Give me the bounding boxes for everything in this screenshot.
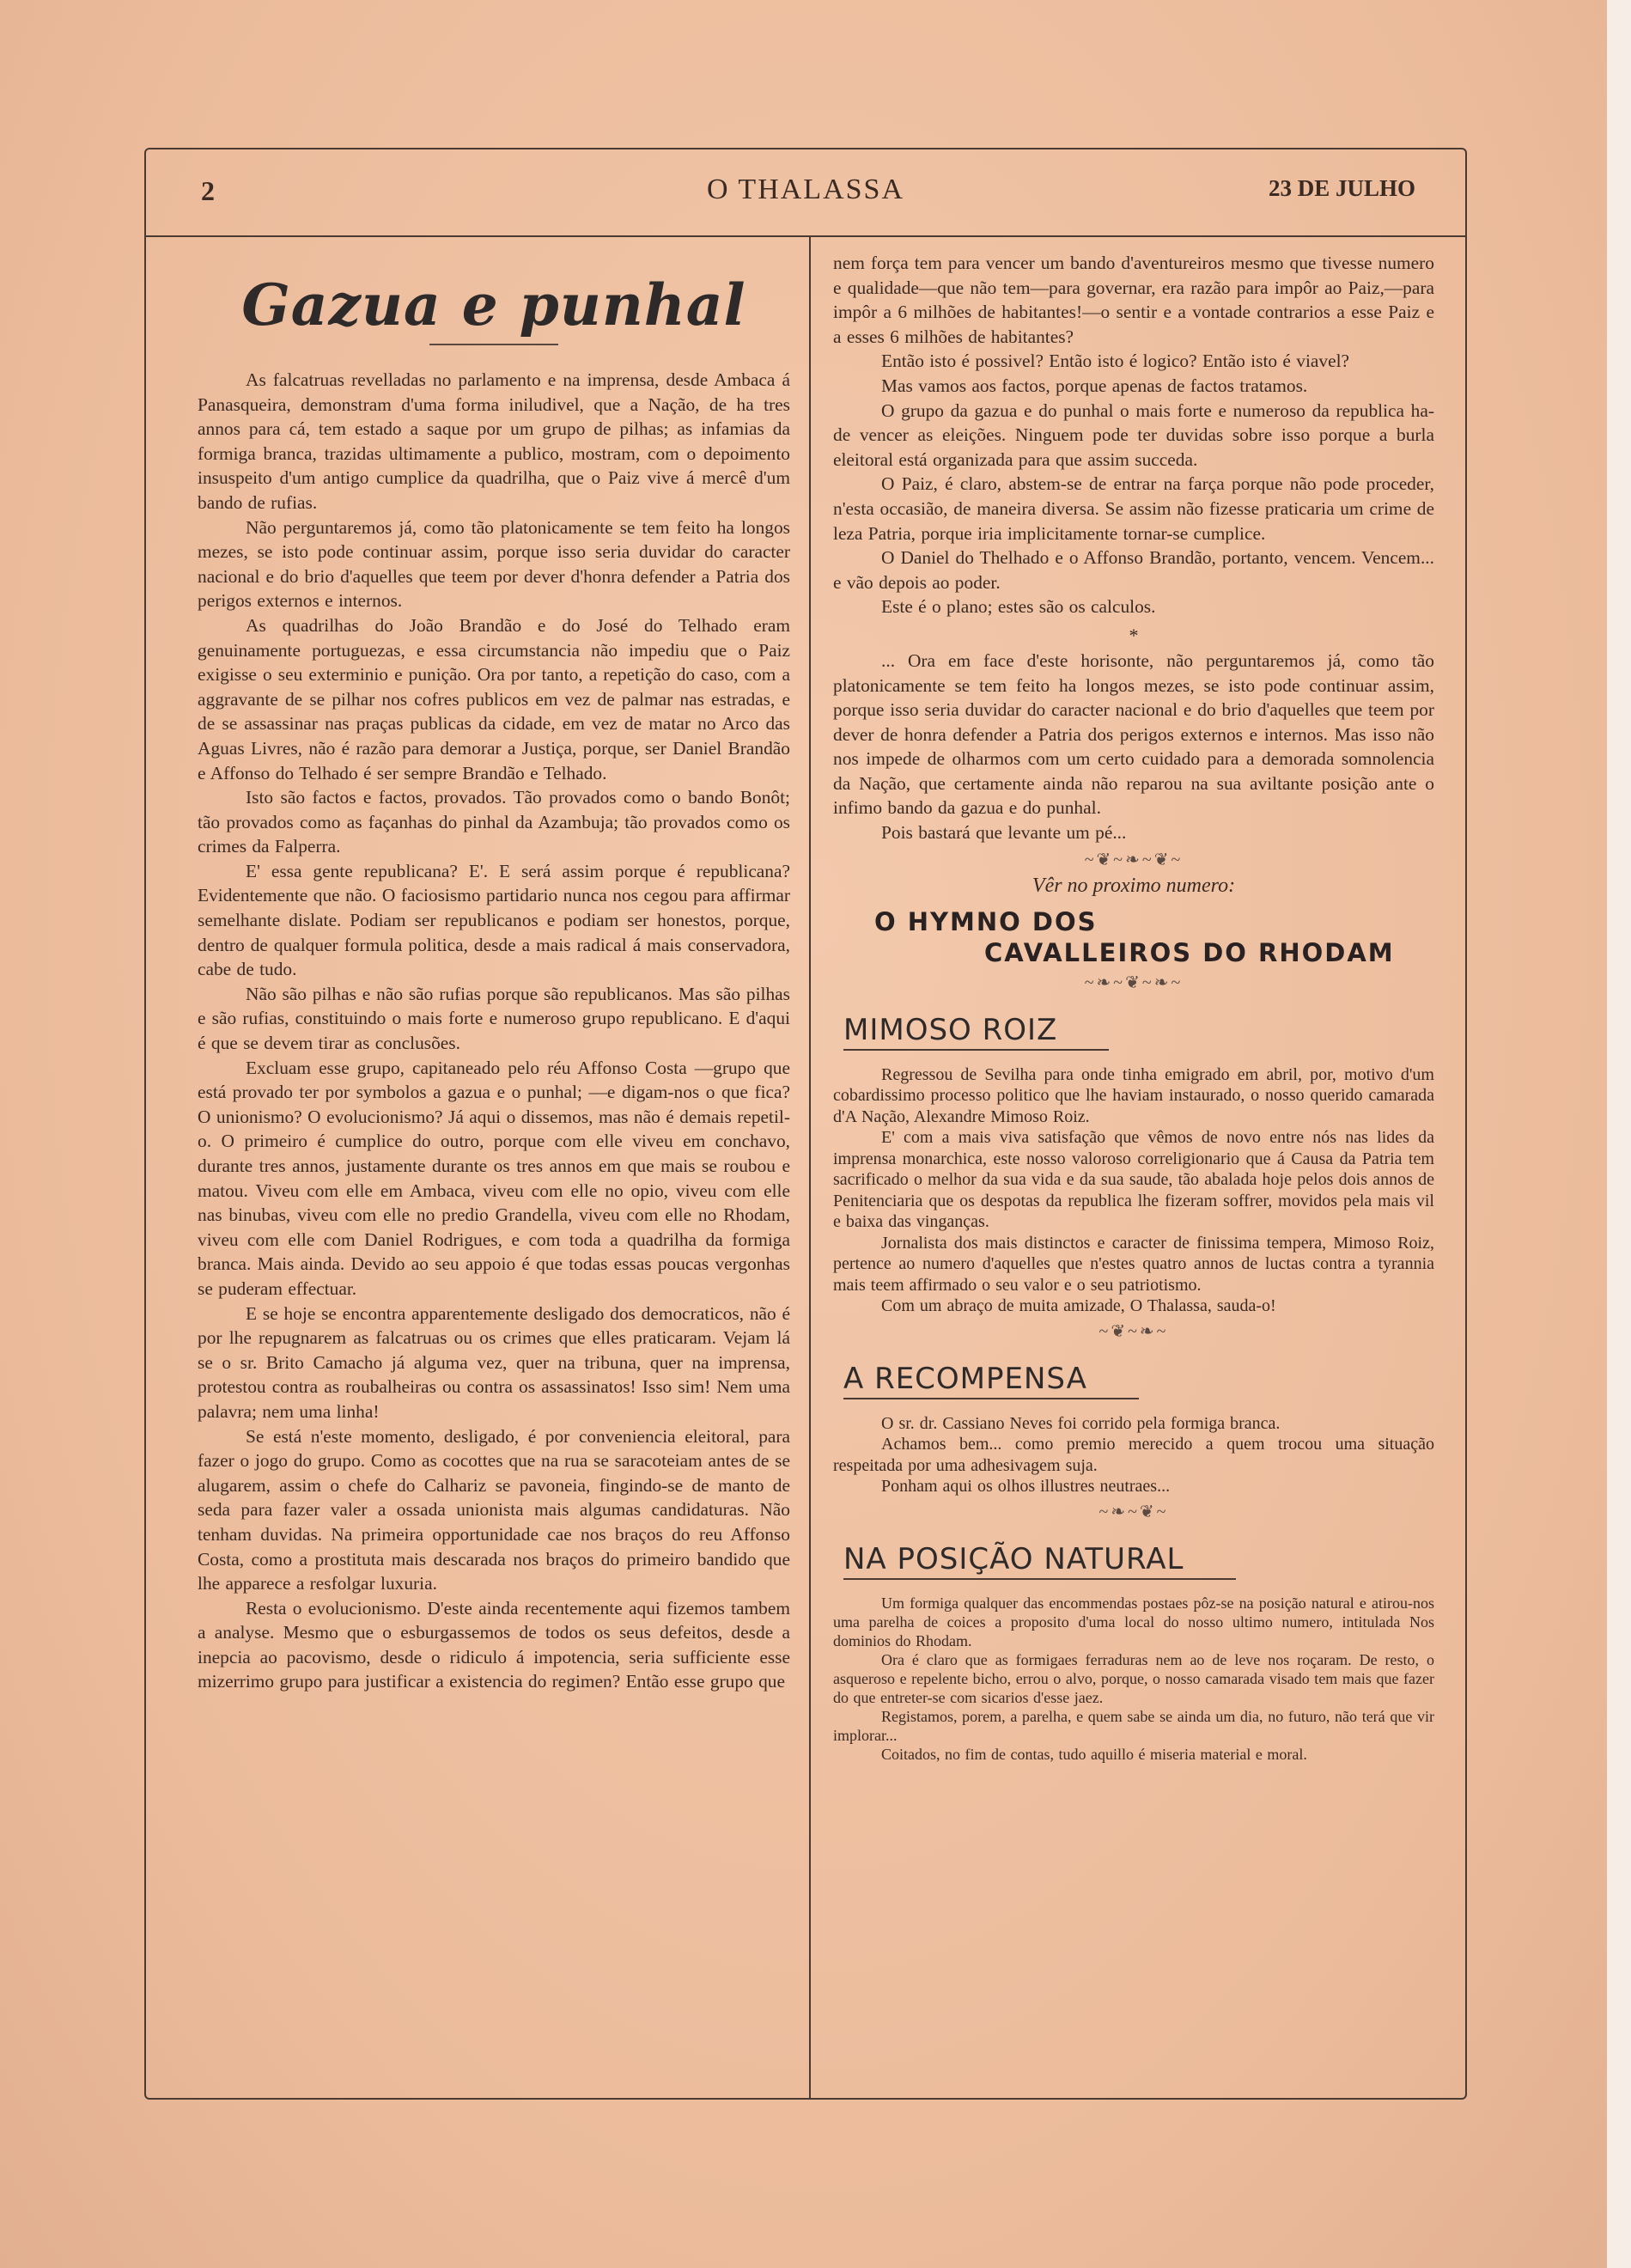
issue-date: 23 DE JULHO: [1268, 175, 1415, 201]
section-paragraph: Achamos bem... como premio merecido a quem trocou uma situação respeitada por uma adhesivagem suja.: [833, 1435, 1434, 1475]
ornament-divider: ~❧~❦~: [1098, 1502, 1169, 1521]
title-rule: [429, 344, 558, 345]
article-paragraph: Se está n'este momento, desligado, é por conveniencia eleitoral, para fazer o jogo do grupo. Como as cocottes que na rua se saracoteiam antes de se alugarem, assim o chefe do Calhariz se pavoneia, fingindo-se de manto de seda para fazer valer a ossada unionista mais algumas candidaturas. Não tenham duvidas. Na primeira opportunidade cae nos braços do reu Affonso Costa, como a prostituta mais descarada nos braços do primeiro bandido que lhe apparece a resfolgar luxuria.: [198, 1425, 790, 1594]
section-paragraph: Com um abraço de muita amizade, O Thalassa, sauda-o!: [881, 1296, 1276, 1316]
article-paragraph: Não perguntaremos já, como tão platonicamente se tem feito ha longos mezes, se isto pode continuar assim, porque isso seria duvidar do caracter nacional e do brio d'aquelles que teem por dever d'honra defender a Patria dos perigos externos e internos.: [198, 516, 790, 612]
section-paragraph: Registamos, porem, a parelha, e quem sabe se ainda um dia, no futuro, não terá que vir implorar...: [833, 1707, 1434, 1744]
left-column: [198, 251, 790, 1694]
article-paragraph: O Paiz, é claro, abstem-se de entrar na farça porque não pode proceder, n'esta occasião, de maneira diversa. Se assim não fizesse praticaria um crime de leza Patria, porque iria implicitamente tornar-se cumplice.: [833, 473, 1434, 544]
article-paragraph: E se hoje se encontra apparentemente desligado dos democraticos, não é por lhe repugnarem as falcatruas ou os crimes que elles praticaram. Vejam lá se o sr. Brito Camacho já alguma vez, quer na tribuna, quer na imprensa, protestou contra as roubalheiras ou contra os assassinatos! Isso sim! Nem uma palavra; nem uma linha!: [198, 1302, 790, 1422]
page-frame: [144, 148, 1467, 2100]
article-paragraph: O Daniel do Thelhado e o Affonso Brandão, portanto, vencem. Vencem... e vão depois ao poder.: [833, 547, 1434, 593]
ornament-divider: ~❦~❧~❦~: [1084, 850, 1184, 869]
section-paragraph: O sr. dr. Cassiano Neves foi corrido pela formiga branca.: [881, 1413, 1281, 1433]
article-paragraph: nem força tem para vencer um bando d'aventureiros mesmo que tivesse numero e qualidade—que não tem—para governar, era razão para impôr ao Paiz,—para impôr a 6 milhões de habitantes!—o sentir e a vontade contrarios a esse Paiz e a esses 6 milhões de habitantes?: [833, 253, 1434, 347]
page-edge: [1607, 0, 1631, 2268]
masthead: [146, 149, 1465, 237]
article-paragraph: As quadrilhas do João Brandão e do José do Telhado eram genuinamente portuguezas, e essa circumstancia não impediu que o Paiz exigisse o seu exterminio e punição. Ora por tanto, a repetição do caso, com a aggravante de se pilhar nos cofres publicos em vez de palmar nas estradas, e de se assassinar nas praças publicas da cidade, em vez de matar no Arco das Aguas Livres, não é razão para demorar a Justiça, porque, ser Daniel Brandão e Affonso do Telhado é ser sempre Brandão e Telhado.: [198, 614, 790, 783]
article-paragraph: Pois bastará que levante um pé...: [881, 822, 1127, 844]
article-paragraph: Excluam esse grupo, capitaneado pelo réu Affonso Costa —grupo que está provado ter por symbolos a gazua e o punhal; —e digam-nos o que fica? O unionismo? O evolucionismo? Já aqui o dissemos, mas não é demais repetil-o. O primeiro é cumplice do outro, porque com elle viveu em conchavo, durante tres annos, justamente durante os tres annos em que mais se roubou e matou. Viveu com elle em Ambaca, viveu com elle no opio, viveu com elle nas binubas, viveu com elle no predio Grandella, viveu com elle no Rhodam, viveu com elle com Daniel Rodrigues, e com toda a quadrilha da formiga branca. Mais ainda. Devido ao seu appoio é que todas essas poucas vergonhas se puderam effectuar.: [198, 1057, 790, 1299]
column-divider: [809, 235, 811, 2098]
section-paragraph: Um formiga qualquer das encommendas postaes pôz-se na posição natural e atirou-nos uma parelha de coices a proposito d'uma local do nosso ultimo numero, intitulada Nos dominios do Rhodam.: [833, 1594, 1434, 1649]
article-paragraph: Este é o plano; estes são os calculos.: [881, 596, 1156, 618]
ornament-divider: ~❧~❦~❧~: [1084, 972, 1184, 992]
article-paragraph: As falcatruas revelladas no parlamento e na imprensa, desde Ambaca á Panasqueira, demonstram d'uma forma iniludivel, que a Nação, de ha tres annos para cá, tem estado a saque por um grupo de pilhas; as infamias da formiga branca, trazidas ultimamente a publico, mostram, com o depoimento insuspeito d'um antigo cumplice da quadrilha, que o Paiz vive á mercê d'um bando de rufias.: [198, 369, 790, 513]
notice-headline: CAVALLEIROS DO RHODAM: [984, 937, 1395, 967]
section-star: *: [1129, 624, 1139, 646]
article-paragraph: Então isto é possivel? Então isto é logico? Então isto é viavel?: [881, 351, 1350, 372]
article-paragraph: Não são pilhas e não são rufias porque são republicanos. Mas são pilhas e são rufias, constituindo o mais forte e numeroso grupo republicano. E d'aqui é que se devem tirar as conclusões.: [198, 983, 790, 1054]
page-number: 2: [201, 175, 215, 206]
section-paragraph: Jornalista dos mais distinctos e caracter de finissima tempera, Mimoso Roiz, pertence ao numero d'aquelles que n'estes quatro annos de luctas contra a tyrannia mais teem affirmado o seu valor e o seu patriotismo.: [833, 1233, 1434, 1295]
notice-headline: O HYMNO DOS: [874, 906, 1098, 936]
article-paragraph: ... Ora em face d'este horisonte, não perguntaremos já, como tão platonicamente se tem feito ha longos mezes, se isto pode continuar assim, porque isso seria duvidar do caracter nacional e do brio d'aquelles que teem por dever de honra defender a Patria dos perigos externos e internos. Mas isso não nos impede de olharmos com um certo cuidado para a demorada somnolencia da Nação, que certamente ainda não reparou na sua aviltante posição ante o infimo bando da gazua e do punhal.: [833, 649, 1434, 819]
section-title: MIMOSO ROIZ: [843, 1013, 1109, 1051]
section-title: A RECOMPENSA: [843, 1362, 1139, 1399]
section-paragraph: E' com a mais viva satisfação que vêmos de novo entre nós nas lides da imprensa monarchica, este nosso valoroso correligionario que á Causa da Patria tem sacrificado o melhor da sua vida e da sua saude, tão abalada hoje pelos dois annos de Penitenciaria que os despotas da republica lhe fizeram soffrer, movidos pela mais vil e baixa das vinganças.: [833, 1128, 1434, 1232]
article-paragraph: Resta o evolucionismo. D'este ainda recentemente aqui fizemos tambem a analyse. Mesmo que o esburgassemos de todos os seus defeitos, desde a inepcia ao pacovismo, desde o ridiculo á impotencia, seria sufficiente esse mizerrimo grupo para justificar a existencia do regimen? Então esse grupo que: [198, 1597, 790, 1692]
section-paragraph: Coitados, no fim de contas, tudo aquillo é miseria material e moral.: [881, 1745, 1307, 1763]
section-title: NA POSIÇÃO NATURAL: [843, 1542, 1236, 1580]
ornament-divider: ~❦~❧~: [1098, 1321, 1169, 1341]
article-title: Gazua e punhal: [241, 271, 746, 338]
article-paragraph: E' essa gente republicana? E'. E será assim porque é republicana? Evidentemente que não. O faciosismo partidario nunca nos cegou para affirmar semelhante dislate. Podiam ser republicanos e podiam ser honestos, porque, dentro de qualquer formula politica, desde a mais radical á mais conservadora, cabe de tudo.: [198, 860, 790, 980]
article-paragraph: Mas vamos aos factos, porque apenas de factos tratamos.: [881, 375, 1308, 396]
section-paragraph: Regressou de Sevilha para onde tinha emigrado em abril, por, motivo d'um cobardissimo processo politico que lhe haviam instaurado, o nosso querido camarada d'A Nação, Alexandre Mimoso Roiz.: [833, 1064, 1434, 1126]
next-issue-notice: Vêr no proximo numero:: [1032, 874, 1236, 897]
paper-title: O THALASSA: [706, 174, 904, 205]
section-paragraph: Ponham aqui os olhos illustres neutraes...: [881, 1477, 1171, 1497]
article-paragraph: O grupo da gazua e do punhal o mais forte e numeroso da republica ha-de vencer as eleições. Ninguem pode ter duvidas sobre isso porque a burla eleitoral está organizada para que assim succeda.: [833, 399, 1434, 470]
section-paragraph: Ora é claro que as formigaes ferraduras nem ao de leve nos roçaram. De resto, o asqueroso e repelente bicho, errou o alvo, porque, o nosso camarada visado tem mais que fazer do que entreter-se com sicarios d'esse jaez.: [833, 1650, 1434, 1706]
article-paragraph: Isto são factos e factos, provados. Tão provados como o bando Bonôt; tão provados como as façanhas do pinhal da Azambuja; tão provados como os crimes da Falperra.: [198, 787, 790, 857]
right-column: [833, 251, 1434, 1764]
